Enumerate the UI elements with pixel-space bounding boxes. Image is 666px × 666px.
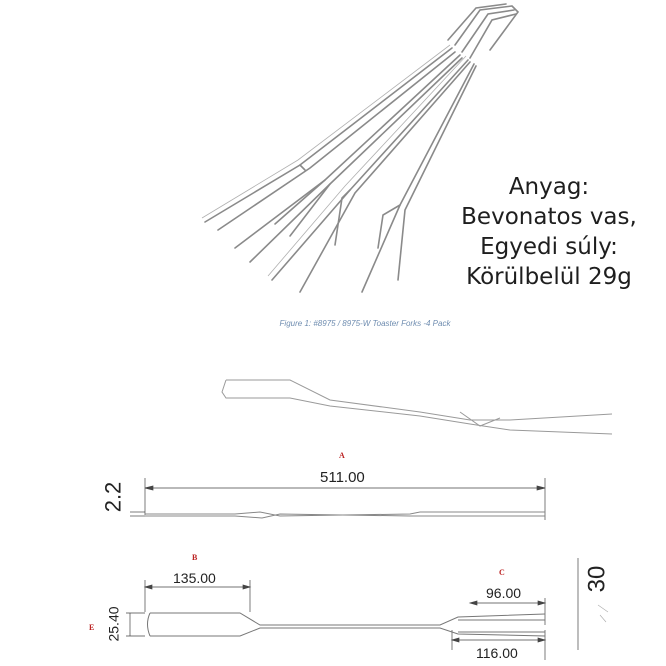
material-value: Bevonatos vas, (461, 204, 637, 230)
dim-thickness: 2.2 (100, 481, 126, 513)
dim-handle-length: 135.00 (173, 570, 216, 586)
figure-caption: Figure 1: #8975 / 8975-W Toaster Forks -4 Pack (279, 319, 451, 328)
weight-value: Körülbelül 29g (466, 264, 632, 290)
dim-tine-inner: 96.00 (486, 585, 522, 601)
ref-label-a: A (339, 451, 345, 460)
material-note (440, 172, 658, 292)
dim-length: 511.00 (320, 469, 365, 486)
dim-tine-outer: 116.00 (476, 645, 518, 661)
ref-label-b: B (192, 553, 198, 562)
ref-label-c: C (499, 568, 505, 577)
material-label: Anyag: (508, 174, 590, 200)
dim-handle-width: 25.40 (105, 606, 122, 642)
ref-label-e: E (89, 623, 95, 632)
dim-height: 30 (583, 565, 611, 593)
weight-label: Egyedi súly: (480, 234, 618, 260)
